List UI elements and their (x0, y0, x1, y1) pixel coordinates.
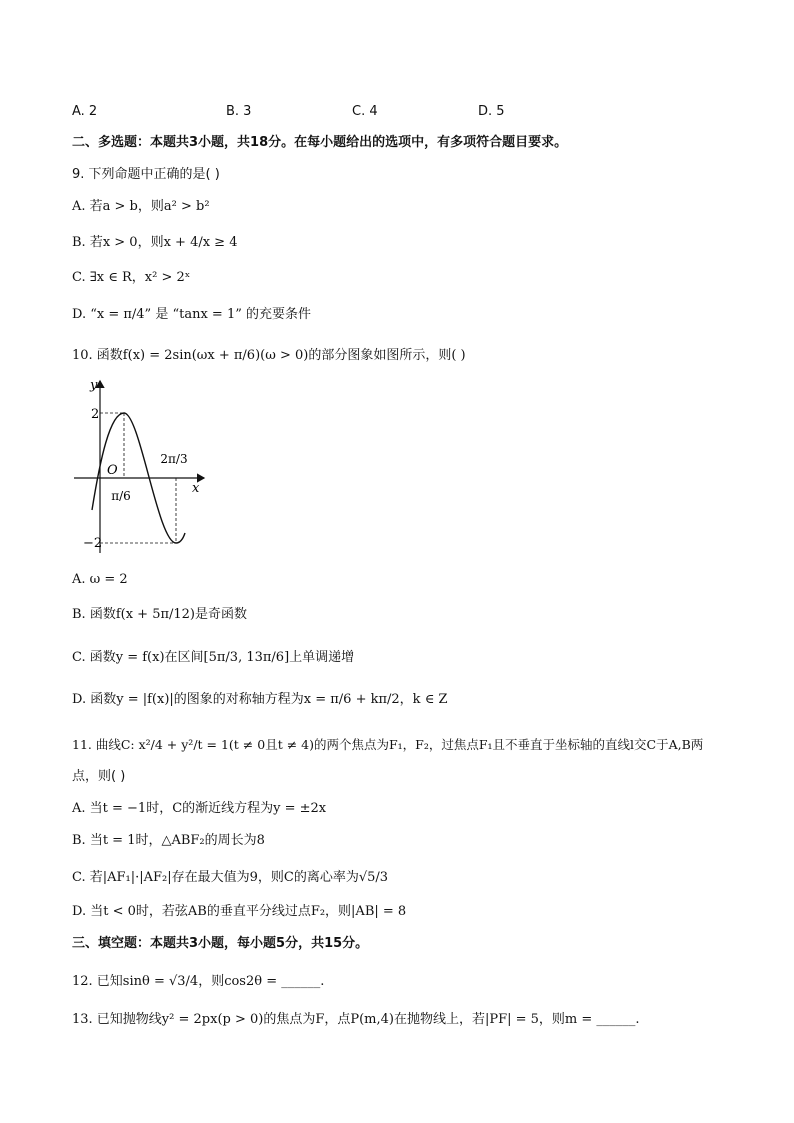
y-max-label: 2 (91, 407, 100, 422)
q8-option-a: A. 2 (72, 104, 98, 119)
q8-option-b: B. 3 (226, 104, 252, 119)
section-heading-multi-choice: 二、多选题：本题共3小题，共18分。在每小题给出的选项中，有多项符合题目要求。 (72, 135, 568, 150)
q8-option-c: C. 4 (352, 104, 378, 119)
section-heading-fill-blank: 三、填空题：本题共3小题，每小题5分，共15分。 (72, 936, 369, 951)
q8-option-d: D. 5 (478, 104, 505, 119)
q11-option-a: A. 当t = −1时，C的渐近线方程为y = ±2x (72, 801, 327, 816)
y-min-label: −2 (83, 536, 103, 551)
q9-option-b: B. 若x > 0，则x + 4/x ≥ 4 (72, 235, 238, 250)
q10-option-d: D. 函数y = |f(x)|的图象的对称轴方程为x = π/6 + kπ/2，k ∈ Z (72, 692, 448, 707)
q10-option-c: C. 函数y = f(x)在区间[5π/3, 13π/6]上单调递增 (72, 650, 355, 665)
q9-option-c: C. ∃x ∈ R，x² > 2ˣ (72, 270, 191, 285)
q11-stem-line1: 11. 曲线C: x²/4 + y²/t = 1(t ≠ 0且t ≠ 4)的两个焦点为F₁，F₂，过焦点F₁且不垂直于坐标轴的直线l交C于A,B两 (72, 737, 704, 752)
q10-sine-graph (70, 375, 220, 560)
q13: 13. 已知抛物线y² = 2px(p > 0)的焦点为F，点P(m,4)在抛物线上，若|PF| = 5，则m = ______. (72, 1012, 640, 1027)
q9-option-a: A. 若a > b，则a² > b² (72, 199, 210, 214)
q9-stem: 9. 下列命题中正确的是( ) (72, 167, 220, 182)
q10-stem: 10. 函数f(x) = 2sin(ωx + π/6)(ω > 0)的部分图象如图所示，则( ) (72, 348, 466, 363)
y-axis-label: y (90, 378, 98, 393)
x-tick-2pi-3: 2π/3 (160, 452, 188, 466)
q10-option-a: A. ω = 2 (72, 572, 128, 587)
q11-option-c: C. 若|AF₁|·|AF₂|存在最大值为9，则C的离心率为√5/3 (72, 870, 389, 885)
q11-stem-line2: 点，则( ) (72, 769, 126, 784)
q11-option-b: B. 当t = 1时，△ABF₂的周长为8 (72, 833, 265, 848)
q11-option-d: D. 当t < 0时，若弦AB的垂直平分线过点F₂，则|AB| = 8 (72, 904, 407, 919)
q12: 12. 已知sinθ = √3/4，则cos2θ = ______. (72, 974, 325, 989)
q10-option-b: B. 函数f(x + 5π/12)是奇函数 (72, 607, 247, 622)
origin-label: O (107, 463, 118, 478)
q9-option-d: D. “x = π/4” 是 “tanx = 1” 的充要条件 (72, 307, 311, 322)
x-tick-pi-6: π/6 (111, 489, 131, 503)
x-axis-label: x (192, 481, 200, 496)
q8-options (72, 102, 732, 122)
